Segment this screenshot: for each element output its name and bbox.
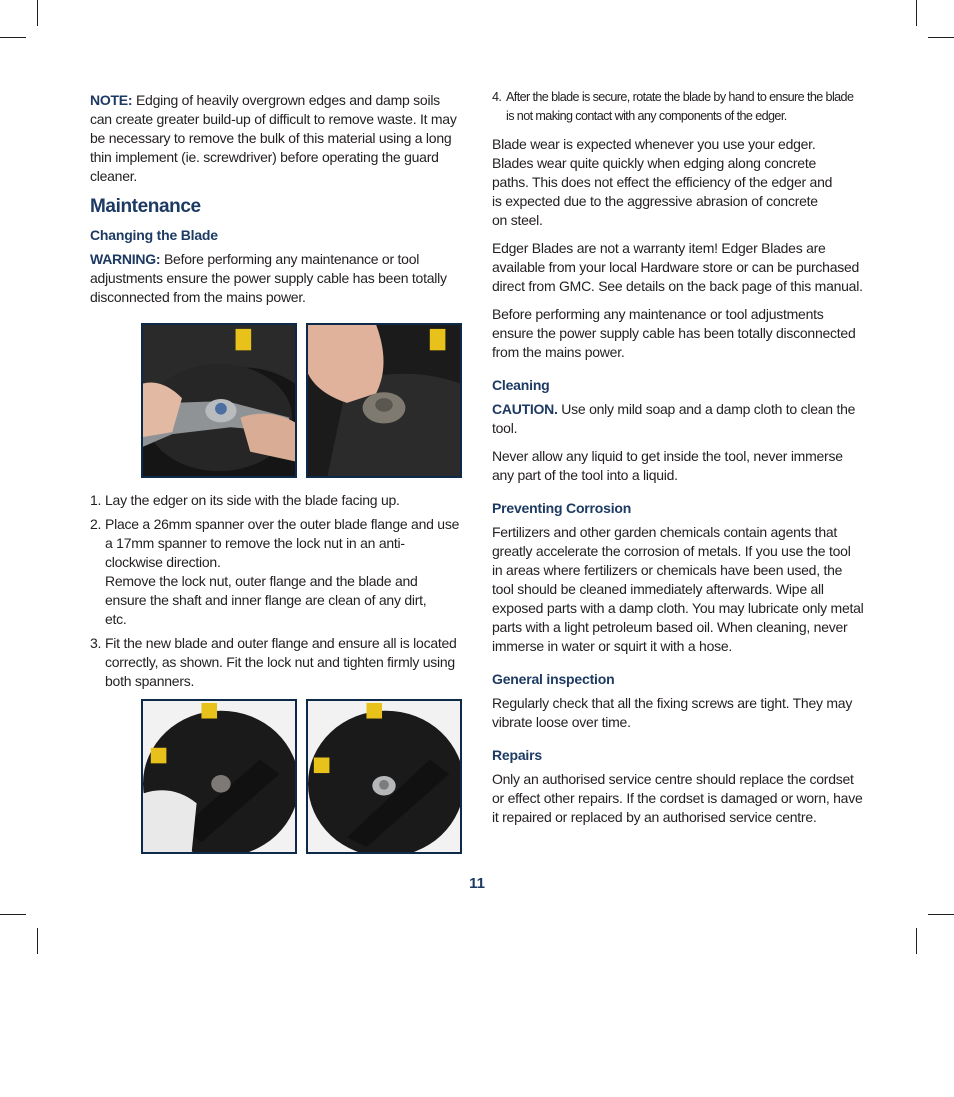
inspection-heading: General inspection	[492, 671, 615, 687]
inspection-paragraph: Regularly check that all the fixing screws are tight. They may vibrate loose over time.	[492, 695, 853, 730]
step-text: After the blade is secure, rotate the blade by hand to ensure the blade is not making contact with any components of the edger.	[506, 90, 854, 123]
note-paragraph	[90, 91, 462, 186]
warning-paragraph	[90, 250, 462, 307]
step-text: Place a 26mm spanner over the outer blade flange and use a 17mm spanner to remove the lock nut in an anti-clockwise direction.	[105, 516, 460, 570]
disconnect-paragraph: Before performing any maintenance or tool adjustments ensure the power supply cable has been totally disconnected from the mains power.	[492, 306, 856, 360]
changing-blade-heading: Changing the Blade	[90, 227, 218, 243]
crop-mark	[0, 914, 26, 915]
step-number: 1.	[90, 492, 102, 508]
note-label: NOTE:	[90, 92, 133, 108]
page-number: 11	[469, 875, 485, 892]
cleaning-heading: Cleaning	[492, 377, 550, 393]
photo-lock-nut-fitted	[306, 699, 462, 854]
step-1	[90, 491, 462, 510]
step-number: 3.	[90, 635, 102, 651]
step-3	[90, 634, 462, 691]
caution-text: Use only mild soap and a damp cloth to clean the tool.	[492, 401, 856, 436]
note-text: Edging of heavily overgrown edges and damp soils can create greater build-up of difficult to remove waste. It may be necessary to remove the bulk of this material using a long thin implement (ie. screwdriver) before operating the guard cleaner.	[90, 92, 457, 184]
maintenance-heading: Maintenance	[90, 196, 201, 217]
crop-mark	[37, 0, 38, 26]
right-column	[492, 88, 864, 827]
photo-spanners-on-nut	[141, 323, 297, 478]
step-4	[492, 88, 864, 126]
warranty-paragraph: Edger Blades are not a warranty item! Edger Blades are available from your local Hardware store or can be purchased direct from GMC. See details on the back page of this manual.	[492, 240, 863, 294]
repairs-heading: Repairs	[492, 747, 542, 763]
step-text: Lay the edger on its side with the blade facing up.	[105, 492, 400, 508]
crop-mark	[0, 37, 26, 38]
step-text-continued: Remove the lock nut, outer flange and the blade and ensure the shaft and inner flange are clean of any dirt, etc.	[105, 573, 427, 627]
step-2	[90, 515, 462, 629]
blade-wear-paragraph: Blade wear is expected whenever you use your edger. Blades wear quite quickly when edging along concrete paths. This does not effect the efficiency of the edger and is expected due to the aggressive abrasion of concrete on steel.	[492, 136, 833, 228]
warning-label: WARNING:	[90, 251, 161, 267]
corrosion-heading: Preventing Corrosion	[492, 500, 632, 516]
warning-text: Before performing any maintenance or tool adjustments ensure the power supply cable has been totally disconnected from the mains power.	[90, 251, 447, 305]
repairs-paragraph: Only an authorised service centre should replace the cordset or effect other repairs. If the cordset is damaged or worn, have it repaired or replaced by an authorised service centre.	[492, 771, 863, 825]
caution-paragraph	[492, 400, 864, 438]
corrosion-paragraph: Fertilizers and other garden chemicals contain agents that greatly accelerate the corrosion of metals. If you use the tool in areas where fertilizers or chemicals have been used, the tool should be cleaned immediately afterwards. Wipe all exposed parts with a damp cloth. You may lubricate only metal parts with a light petroleum based oil. When cleaning, never immerse in water or squirt it with a hose.	[492, 524, 864, 654]
crop-mark	[928, 37, 954, 38]
crop-mark	[928, 914, 954, 915]
step-text: Fit the new blade and outer flange and ensure all is located correctly, as shown. Fit the lock nut and tighten firmly using both spanners.	[105, 635, 457, 689]
photo-removing-flange	[306, 323, 462, 478]
photo-fitting-new-blade	[141, 699, 297, 854]
liquid-paragraph: Never allow any liquid to get inside the tool, never immerse any part of the tool into a liquid.	[492, 448, 843, 483]
caution-label: CAUTION.	[492, 401, 558, 417]
step-number: 2.	[90, 516, 102, 532]
step-number: 4.	[492, 90, 502, 104]
crop-mark	[916, 0, 917, 26]
crop-mark	[916, 928, 917, 954]
crop-mark	[37, 928, 38, 954]
